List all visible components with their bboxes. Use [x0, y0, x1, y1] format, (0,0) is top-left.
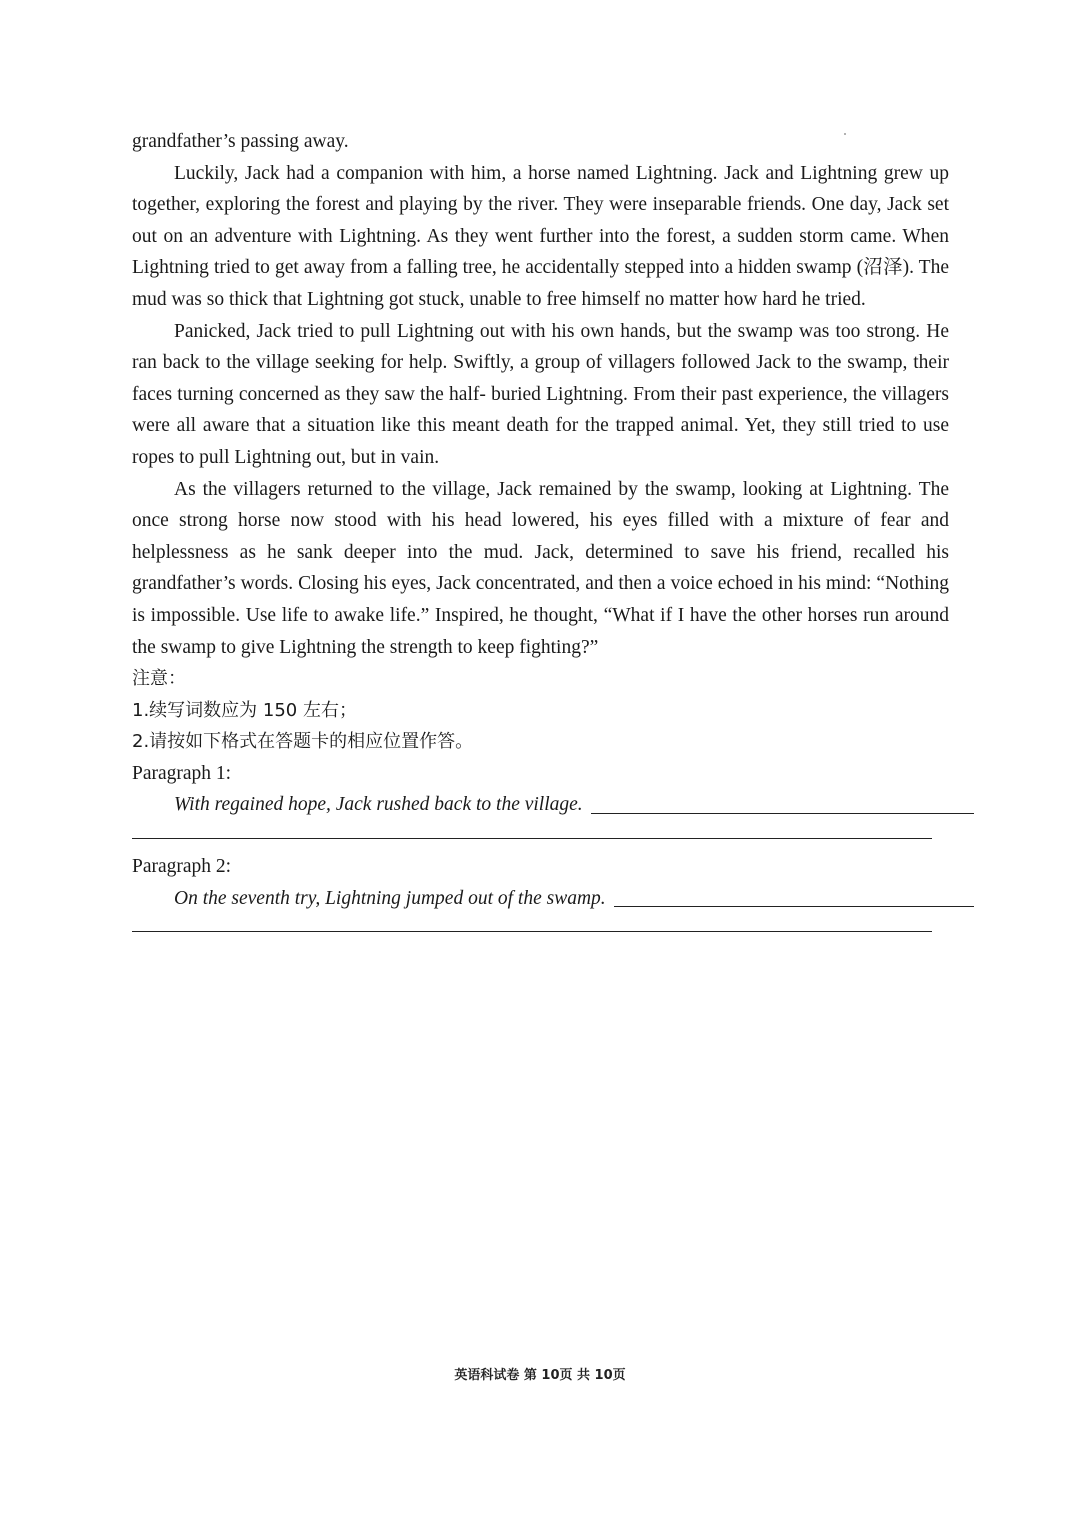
paragraph-1-prompt: With regained hope, Jack rushed back to the village. — [174, 794, 583, 816]
paragraph-1-label: Paragraph 1: — [132, 762, 232, 784]
paragraph-2-answer-line[interactable] — [132, 930, 932, 932]
note-item-2: 2.请按如下格式在答题卡的相应位置作答。 — [132, 731, 474, 753]
exam-page — [132, 126, 949, 944]
notes-heading: 注意： — [132, 668, 186, 690]
note-item-1: 1.续写词数应为 150 左右； — [132, 699, 357, 721]
paragraph-1-answer-blank[interactable] — [591, 812, 974, 814]
paragraph-2-label: Paragraph 2: — [132, 856, 232, 878]
page-footer: 英语科试卷 第 10页 共 10页 — [454, 1368, 626, 1383]
story-paragraph-1: Luckily, Jack had a companion with him, a horse named Lightning. Jack and Lightning grew up together, exploring the forest and playing by the river. They were inseparable friends. One day, Jack set out on an adventure with Lightning. As they went further into the forest, a sudden storm came. When Lightning tried to get away from a falling tree, he accidentally stepped into a hidden swamp (沼泽). The mud was so thick that Lightning got stuck, unable to free himself no matter how hard he tried. — [132, 162, 949, 310]
paragraph-2-prompt: On the seventh try, Lightning jumped out of the swamp. — [174, 887, 606, 909]
paragraph-1-prompt-line — [132, 789, 974, 821]
paragraph-2-answer-blank[interactable] — [614, 905, 974, 907]
opening-line: grandfather’s passing away. — [132, 131, 349, 152]
story-paragraph-3: As the villagers returned to the village, Jack remained by the swamp, looking at Lightning. The once strong horse now stood with his head lowered, his eyes filled with a mixture of fear and helplessness as he sank deeper into the mud. Jack, determined to save his friend, recalled his grandfather’s words. Closing his eyes, Jack concentrated, and then a voice echoed in his mind: “Nothing is impossible. Use life to awake life.” Inspired, he thought, “What if I have the other horses run around the swamp to give Lightning the strength to keep fighting?” — [132, 478, 949, 658]
story-paragraph-2: Panicked, Jack tried to pull Lightning out with his own hands, but the swamp was too strong. He ran back to the village seeking for help. Swiftly, a group of villagers followed Jack to the swamp, their faces turning concerned as they saw the half- buried Lightning. From their past experience, the villagers were all aware that a situation like this meant death for the trapped animal. Yet, they still tried to use ropes to pull Lightning out, but in vain. — [132, 320, 949, 468]
paragraph-1-answer-line[interactable] — [132, 837, 932, 839]
answer-section-2 — [132, 851, 949, 932]
answer-section-1 — [132, 758, 949, 839]
paragraph-2-prompt-line — [132, 883, 974, 915]
